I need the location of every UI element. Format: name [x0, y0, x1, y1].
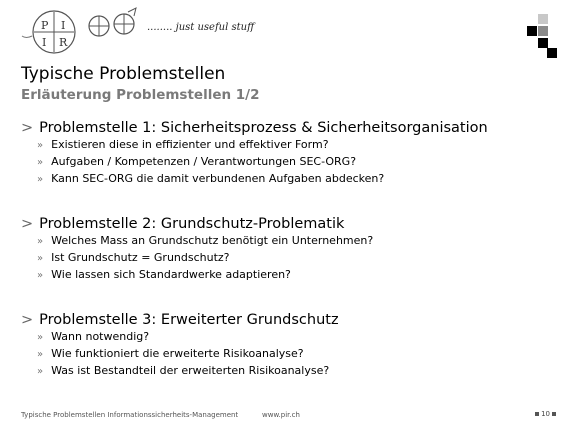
- footer-text: Typische Problemstellen Informationssicherheits-Management: [21, 411, 239, 419]
- bullet-icon: »: [37, 366, 44, 378]
- list-item: [37, 233, 373, 250]
- section-1: [21, 119, 488, 189]
- section-heading-text: Problemstelle 2: Grundschutz-Problematik: [39, 216, 345, 232]
- logo-letter-i-bottom: I: [42, 36, 47, 49]
- section-heading-text: Problemstelle 1: Sicherheitsprozess & Sicherheitsorganisation: [39, 120, 488, 136]
- section-heading: [21, 119, 488, 137]
- section-2: [21, 215, 373, 285]
- page-number: [533, 410, 558, 418]
- chevron-right-icon: >: [21, 312, 34, 328]
- bullet-icon: »: [37, 157, 44, 169]
- chevron-right-icon: >: [21, 120, 34, 136]
- list-item-text: Kann SEC-ORG die damit verbundenen Aufgaben abdecken?: [51, 172, 385, 186]
- footer-url: www.pir.ch: [262, 411, 300, 419]
- chevron-right-icon: >: [21, 216, 34, 232]
- target-icon: [89, 16, 109, 36]
- slide-title: Typische Problemstellen: [21, 64, 226, 84]
- bullet-icon: »: [37, 140, 44, 151]
- square-black-3: [547, 48, 557, 58]
- logo-letter-i-top: I: [61, 19, 66, 32]
- square-bullet-icon: [535, 412, 539, 416]
- square-black-2: [538, 38, 548, 48]
- bullet-icon: »: [37, 349, 44, 361]
- tagline: ........ just useful stuff: [147, 22, 255, 33]
- page-number-text: 10: [541, 410, 550, 418]
- bullet-list: [21, 137, 488, 189]
- section-heading-text: Problemstelle 3: Erweiterter Grundschutz: [39, 312, 339, 328]
- list-item: [37, 154, 488, 171]
- list-item: [37, 329, 339, 346]
- list-item-text: Was ist Bestandteil der erweiterten Risikoanalyse?: [51, 364, 330, 378]
- list-item: [37, 346, 339, 363]
- section-3: [21, 311, 339, 381]
- list-item: [37, 171, 488, 188]
- bullet-icon: »: [37, 332, 44, 343]
- square-gray: [538, 26, 548, 36]
- list-item: [37, 363, 339, 380]
- list-item-text: Ist Grundschutz = Grundschutz?: [51, 251, 230, 265]
- logo-letter-p: P: [41, 19, 49, 32]
- bullet-icon: »: [37, 236, 44, 247]
- square-light: [538, 14, 548, 24]
- bullet-icon: »: [37, 270, 44, 282]
- slide-subtitle: Erläuterung Problemstellen 1/2: [21, 87, 260, 103]
- list-item-text: Welches Mass an Grundschutz benötigt ein Unternehmen?: [51, 234, 374, 247]
- bullet-icon: »: [37, 174, 44, 186]
- logo-letter-r: R: [59, 36, 68, 49]
- square-bullet-icon: [552, 412, 556, 416]
- list-item-text: Wann notwendig?: [51, 330, 150, 343]
- square-black-1: [527, 26, 537, 36]
- list-item-text: Existieren diese in effizienter und effektiver Form?: [51, 138, 329, 151]
- list-item: [37, 137, 488, 154]
- section-heading: [21, 215, 373, 233]
- list-item-text: Wie lassen sich Standardwerke adaptieren?: [51, 268, 291, 282]
- section-heading: [21, 311, 339, 329]
- bullet-list: [21, 329, 339, 381]
- list-item: [37, 250, 373, 267]
- bullet-list: [21, 233, 373, 285]
- list-item-text: Aufgaben / Kompetenzen / Verantwortungen SEC-ORG?: [51, 155, 357, 169]
- list-item: [37, 267, 373, 284]
- list-item-text: Wie funktioniert die erweiterte Risikoanalyse?: [51, 347, 304, 361]
- target-arrow-icon: [114, 8, 136, 34]
- bullet-icon: »: [37, 253, 44, 265]
- decorative-squares: [516, 14, 558, 62]
